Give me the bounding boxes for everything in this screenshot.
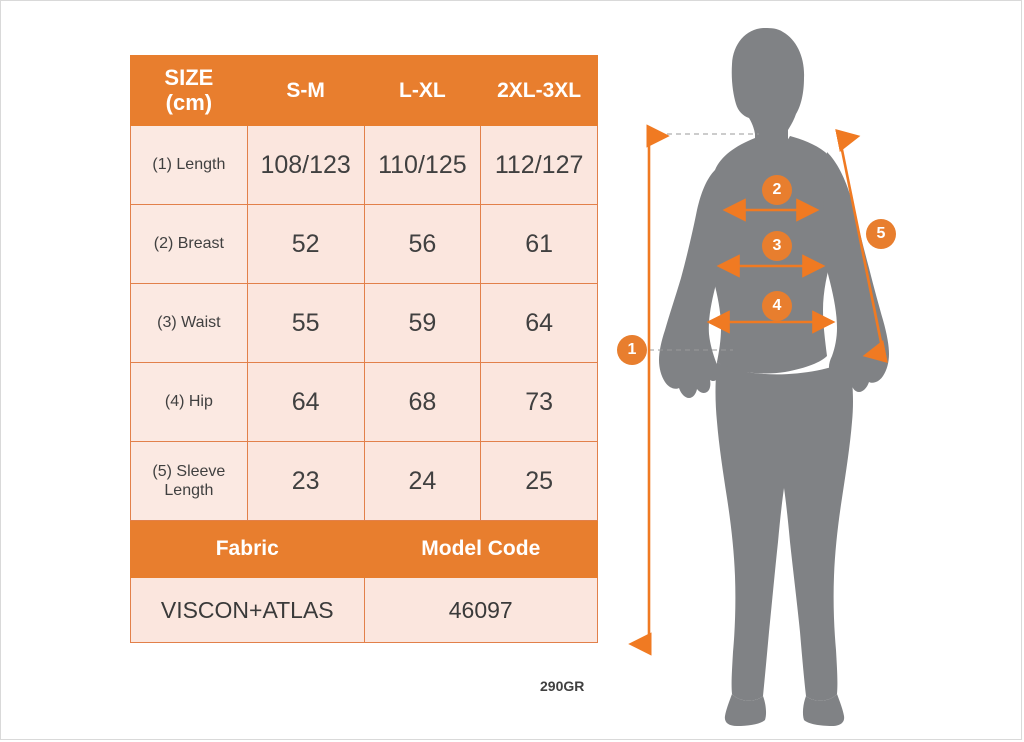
badge-5-sleeve-length: 5 <box>867 220 895 248</box>
header-size-line1: SIZE <box>164 64 214 90</box>
cell-waist-2xl3xl: 64 <box>481 284 598 363</box>
fabric-weight-note: 290GR <box>540 678 585 694</box>
row-label-sleeve-length: (5) Sleeve Length <box>131 442 248 521</box>
cell-waist-lxl: 59 <box>364 284 481 363</box>
table-footer-header-row <box>131 521 598 578</box>
table-row <box>131 363 598 442</box>
cell-length-lxl: 110/125 <box>364 126 481 205</box>
figure-svg <box>615 10 1015 730</box>
female-body-silhouette <box>659 28 889 726</box>
cell-sleeve-lxl: 24 <box>364 442 481 521</box>
cell-waist-sm: 55 <box>247 284 364 363</box>
value-fabric: VISCON+ATLAS <box>131 578 365 643</box>
cell-breast-sm: 52 <box>247 205 364 284</box>
header-size-line2: (cm) <box>165 89 213 115</box>
badge-1-length: 1 <box>618 336 646 364</box>
cell-hip-2xl3xl: 73 <box>481 363 598 442</box>
cell-length-2xl3xl: 112/127 <box>481 126 598 205</box>
table-header-row <box>131 56 598 126</box>
header-model-code: Model Code <box>364 521 598 578</box>
header-fabric: Fabric <box>131 521 365 578</box>
table-row <box>131 126 598 205</box>
value-model-code: 46097 <box>364 578 598 643</box>
cell-hip-sm: 64 <box>247 363 364 442</box>
row-label-waist: (3) Waist <box>131 284 248 363</box>
row-label-length: (1) Length <box>131 126 248 205</box>
table-footer-row <box>131 578 598 643</box>
row-label-hip: (4) Hip <box>131 363 248 442</box>
cell-hip-lxl: 68 <box>364 363 481 442</box>
table-row <box>131 284 598 363</box>
cell-sleeve-sm: 23 <box>247 442 364 521</box>
badge-4-hip: 4 <box>763 292 791 320</box>
table-row <box>131 442 598 521</box>
table-row <box>131 205 598 284</box>
badge-2-breast: 2 <box>763 176 791 204</box>
row-label-breast: (2) Breast <box>131 205 248 284</box>
header-col-lxl: L-XL <box>364 56 481 126</box>
cell-breast-2xl3xl: 61 <box>481 205 598 284</box>
cell-length-sm: 108/123 <box>247 126 364 205</box>
header-col-sm: S-M <box>247 56 364 126</box>
cell-sleeve-2xl3xl: 25 <box>481 442 598 521</box>
badge-3-waist: 3 <box>763 232 791 260</box>
header-col-2xl3xl: 2XL-3XL <box>481 56 598 126</box>
size-table <box>130 55 598 643</box>
cell-breast-lxl: 56 <box>364 205 481 284</box>
model-figure-diagram <box>615 10 1015 730</box>
header-size-label <box>131 56 248 126</box>
